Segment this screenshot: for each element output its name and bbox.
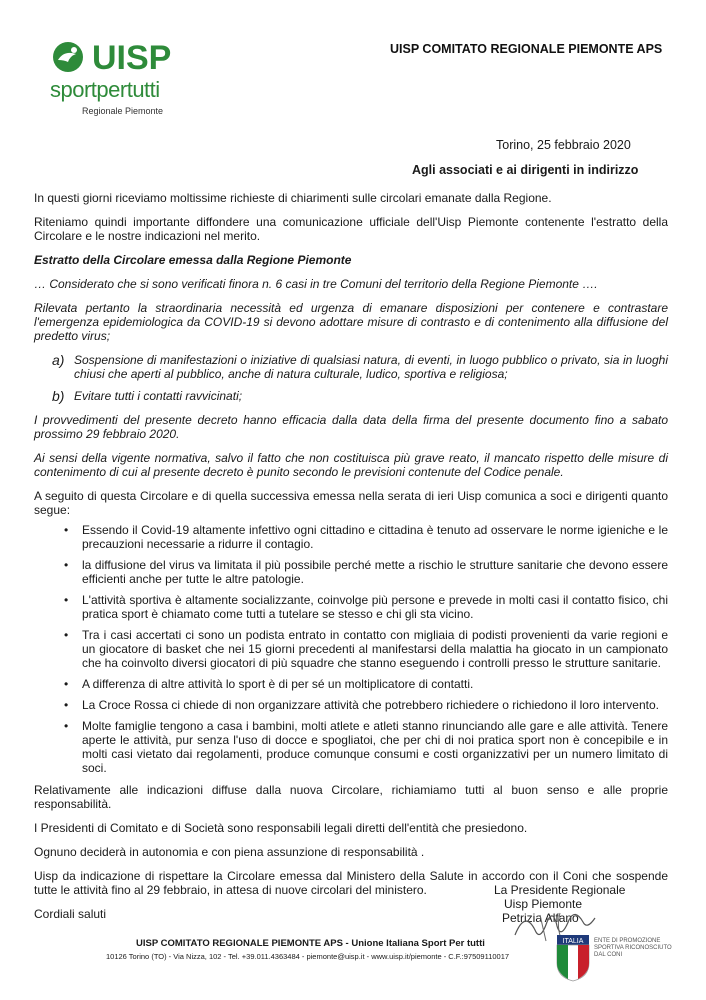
- list-item: [64, 523, 668, 551]
- bullet-icon: •: [64, 558, 69, 572]
- signature-org: Uisp Piemonte: [504, 897, 583, 911]
- logo-tagline: sportpertutti: [50, 77, 160, 102]
- item-letter: a): [52, 352, 65, 368]
- paragraph: Ognuno deciderà in autonomia e con piena assunzione di responsabilità .: [34, 845, 425, 859]
- bullet-icon: •: [64, 719, 69, 733]
- item-text: Sospensione di manifestazioni o iniziative di qualsiasi natura, di eventi, in luogo pubblico o privato, sia in luoghi chiusi che aperti al pubblico, anche di natura culturale, ludico, sportiva e religiosa;: [74, 353, 668, 381]
- lettered-item: [52, 353, 668, 381]
- paragraph: I provvedimenti del presente decreto hanno efficacia dalla data della firma del presente documento fino a sabato prossimo 29 febbraio 2020.: [34, 413, 668, 441]
- bullet-icon: •: [64, 677, 69, 691]
- paragraph: … Considerato che si sono verificati finora n. 6 casi in tre Comuni del territorio della Regione Piemonte ….: [34, 277, 598, 291]
- list-item-text: la diffusione del virus va limitata il più possibile perché mette a rischio le strutture sanitarie che devono essere efficienti anche per tutte le altre patologie.: [82, 558, 668, 586]
- list-item: [64, 628, 668, 670]
- logo-brand: UISP: [92, 39, 172, 77]
- runner-logo-icon: [48, 40, 88, 74]
- footer-contacts: 10126 Torino (TO) - Via Nizza, 102 - Tel. +39.011.4363484 - piemonte@uisp.it - www.uisp.it/piemonte - C.F.:97509110017: [106, 952, 510, 961]
- list-item: [64, 558, 668, 586]
- paragraph: I Presidenti di Comitato e di Società sono responsabili legali diretti dell'entità che presiedono.: [34, 821, 528, 835]
- item-text: Evitare tutti i contatti ravvicinati;: [74, 389, 243, 403]
- paragraph: In questi giorni riceviamo moltissime richieste di chiarimenti sulle circolari emanate dalla Regione.: [34, 191, 552, 205]
- coni-shield-icon: [556, 934, 590, 982]
- logo-region: Regionale Piemonte: [82, 106, 164, 116]
- paragraph: A seguito di questa Circolare e di quella successiva emessa nella serata di ieri Uisp comunica a soci e dirigenti quanto segue:: [34, 489, 668, 517]
- list-item: [64, 719, 668, 775]
- signature-name: Petrizia Alfano: [502, 911, 579, 925]
- list-item-text: A differenza di altre attività lo sport è di per sé un moltiplicatore di contatti.: [82, 677, 474, 691]
- list-item-text: Molte famiglie tengono a casa i bambini, molti atlete e atleti stanno rinunciando alle gare e alle attività. Tenere aperte le attività, pur senza l'uso di docce e spogliatoi, che per chi di noi pratica sport non è concepibile e in molti casi vietato dai regolamenti, produce comunque consumi e costi organizzativi per un numero limitato di soci.: [82, 719, 668, 775]
- lettered-item: [52, 389, 668, 403]
- extract-heading: Estratto della Circolare emessa dalla Regione Piemonte: [34, 253, 352, 267]
- list-item-text: Essendo il Covid-19 altamente infettivo ogni cittadino e cittadina è tenuto ad osservare le norme igieniche e le precauzioni necessarie a ridurre il contagio.: [82, 523, 668, 551]
- paragraph: Ai sensi della vigente normativa, salvo il fatto che non costituisca più grave reato, il mancato rispetto delle misure di contenimento di cui al presente decreto è punito secondo le previsioni contenute del Codice penale.: [34, 451, 668, 479]
- footer-org: UISP COMITATO REGIONALE PIEMONTE APS - Unione Italiana Sport Per tutti: [136, 938, 485, 949]
- letter-date: Torino, 25 febbraio 2020: [496, 138, 631, 152]
- item-letter: b): [52, 388, 65, 404]
- signature-title: La Presidente Regionale: [494, 883, 626, 897]
- list-item: [64, 698, 668, 712]
- uisp-logo: [48, 40, 198, 120]
- paragraph: Rilevata pertanto la straordinaria necessità ed urgenza di emanare disposizioni per contenere e contrastare l'emergenza epidemiologica da COVID-19 si devono adottare misure di contrasto e di contenimento alla diffusione del predetto virus;: [34, 301, 668, 343]
- bullet-list: [34, 523, 668, 775]
- org-title: UISP COMITATO REGIONALE PIEMONTE APS: [390, 42, 663, 56]
- list-item-text: La Croce Rossa ci chiede di non organizzare attività che potrebbero richiedere o richiedono il loro intervento.: [82, 698, 659, 712]
- paragraph: Uisp da indicazione di rispettare la Circolare emessa dal Ministero della Salute in accordo con il Coni che sospende tutte le attività fino al 29 febbraio, in attesa di nuove circolari del ministero.: [34, 869, 668, 897]
- bullet-icon: •: [64, 523, 69, 537]
- list-item: [64, 677, 668, 691]
- bullet-icon: •: [64, 698, 69, 712]
- bullet-icon: •: [64, 593, 69, 607]
- paragraph: Relativamente alle indicazioni diffuse dalla nuova Circolare, richiamiamo tutti al buon senso e alle proprie responsabilità.: [34, 783, 668, 811]
- bullet-icon: •: [64, 628, 69, 642]
- closing: Cordiali saluti: [34, 907, 107, 921]
- badge-text: ITALIA: [562, 938, 584, 945]
- list-item-text: L'attività sportiva è altamente socializzante, coinvolge più persone e prevede in molti casi il contatto fisico, chi pratica sport è chiamato come tutti a tutelare se stesso e chi gli sta vicino.: [82, 593, 668, 621]
- letter-addressee: Agli associati e ai dirigenti in indirizzo: [412, 163, 639, 177]
- list-item: [64, 593, 668, 621]
- list-item-text: Tra i casi accertati ci sono un podista entrato in contatto con migliaia di podisti provenienti da varie regioni e un giocatore di basket che nei 15 giorni precedenti al manifestarsi della malattia ha giocato in un campionato che ha coinvolto diversi giocatori di più squadre che stanno eseguendo i controlli presso le strutture sanitarie.: [82, 628, 668, 670]
- coni-label: ENTE DI PROMOZIONE SPORTIVA RICONOSCIUTO DAL CONI: [594, 938, 672, 958]
- paragraph: Riteniamo quindi importante diffondere una comunicazione ufficiale dell'Uisp Piemonte contenente l'estratto della Circolare e le nostre indicazioni nel merito.: [34, 215, 668, 243]
- letter-body: [34, 191, 668, 931]
